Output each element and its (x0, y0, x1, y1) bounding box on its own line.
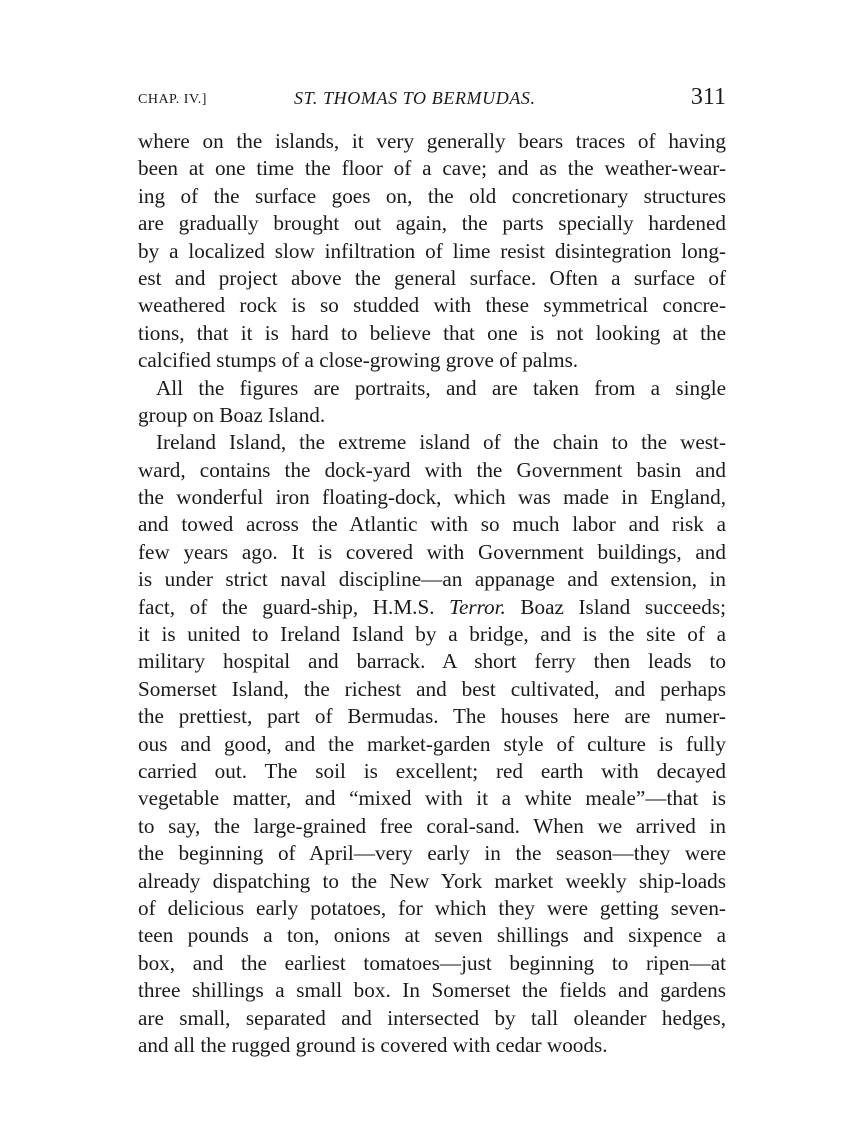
text-line: are small, separated and intersected by tall oleander hedges, (138, 1005, 726, 1030)
text-line: few years ago. It is covered with Government buildings, and (138, 539, 726, 564)
text-line: group on Boaz Island. (138, 402, 326, 427)
text-line: to say, the large-grained free coral-sand. When we arrived in (138, 813, 726, 838)
text-line: military hospital and barrack. A short ferry then leads to (138, 649, 726, 674)
text-line: and all the rugged ground is covered with cedar woods. (138, 1032, 608, 1057)
text-line: carried out. The soil is excellent; red earth with decayed (138, 758, 726, 783)
text-line: ous and good, and the market-garden style of culture is fully (138, 731, 726, 756)
page-number: 311 (690, 84, 726, 110)
text-line: the prettiest, part of Bermudas. The houses here are numer- (138, 704, 726, 729)
text-line: and towed across the Atlantic with so much labor and risk a (138, 512, 726, 537)
paragraph-2 (138, 375, 726, 430)
text-line: three shillings a small box. In Somerset the fields and gardens (138, 978, 726, 1003)
text-line: teen pounds a ton, onions at seven shillings and sixpence a (138, 923, 726, 948)
running-title: ST. THOMAS TO BERMUDAS. (294, 88, 536, 108)
text-line: Somerset Island, the richest and best cultivated, and perhaps (138, 676, 726, 701)
running-head (138, 86, 726, 120)
text-line: vegetable matter, and “mixed with it a white meale”—that is (138, 786, 726, 811)
body-text (138, 128, 726, 1059)
text-line: where on the islands, it very generally bears traces of having (138, 129, 726, 153)
text-line: ing of the surface goes on, the old concretionary structures (138, 183, 726, 208)
text-line: calcified stumps of a close-growing grove of palms. (138, 348, 579, 373)
text-segment: Boaz Island succeeds; (520, 594, 727, 619)
text-line: weathered rock is so studded with these symmetrical concre- (138, 293, 726, 318)
ship-name-terror: Terror. (449, 594, 506, 619)
text-line: already dispatching to the New York market weekly ship-loads (138, 868, 726, 893)
text-line: tions, that it is hard to believe that one is not looking at the (138, 320, 726, 345)
text-line: box, and the earliest tomatoes—just beginning to ripen—at (138, 950, 726, 975)
chapter-label: CHAP. IV.] (138, 92, 207, 107)
paragraph-1 (138, 128, 726, 375)
text-line: ward, contains the dock-yard with the Government basin and (138, 457, 726, 482)
text-line: All the figures are portraits, and are taken from a single (156, 375, 726, 400)
text-line: are gradually brought out again, the parts specially hardened (138, 211, 726, 236)
text-line (138, 594, 726, 621)
text-line: of delicious early potatoes, for which they were getting seven- (138, 895, 726, 920)
text-line: been at one time the floor of a cave; and as the weather-wear- (138, 156, 726, 181)
text-line: the beginning of April—very early in the season—they were (138, 841, 726, 866)
text-line: by a localized slow infiltration of lime resist disintegration long- (138, 238, 726, 263)
text-line: it is united to Ireland Island by a bridge, and is the site of a (138, 622, 726, 647)
text-line: est and project above the general surface. Often a surface of (138, 265, 726, 290)
text-line: is under strict naval discipline—an appanage and extension, in (138, 567, 726, 592)
text-line: the wonderful iron floating-dock, which was made in England, (138, 485, 726, 510)
paragraph-3 (138, 429, 726, 1059)
text-line: Ireland Island, the extreme island of the chain to the west- (156, 430, 726, 455)
text-segment: fact, of the guard-ship, H.M.S. (138, 594, 435, 619)
